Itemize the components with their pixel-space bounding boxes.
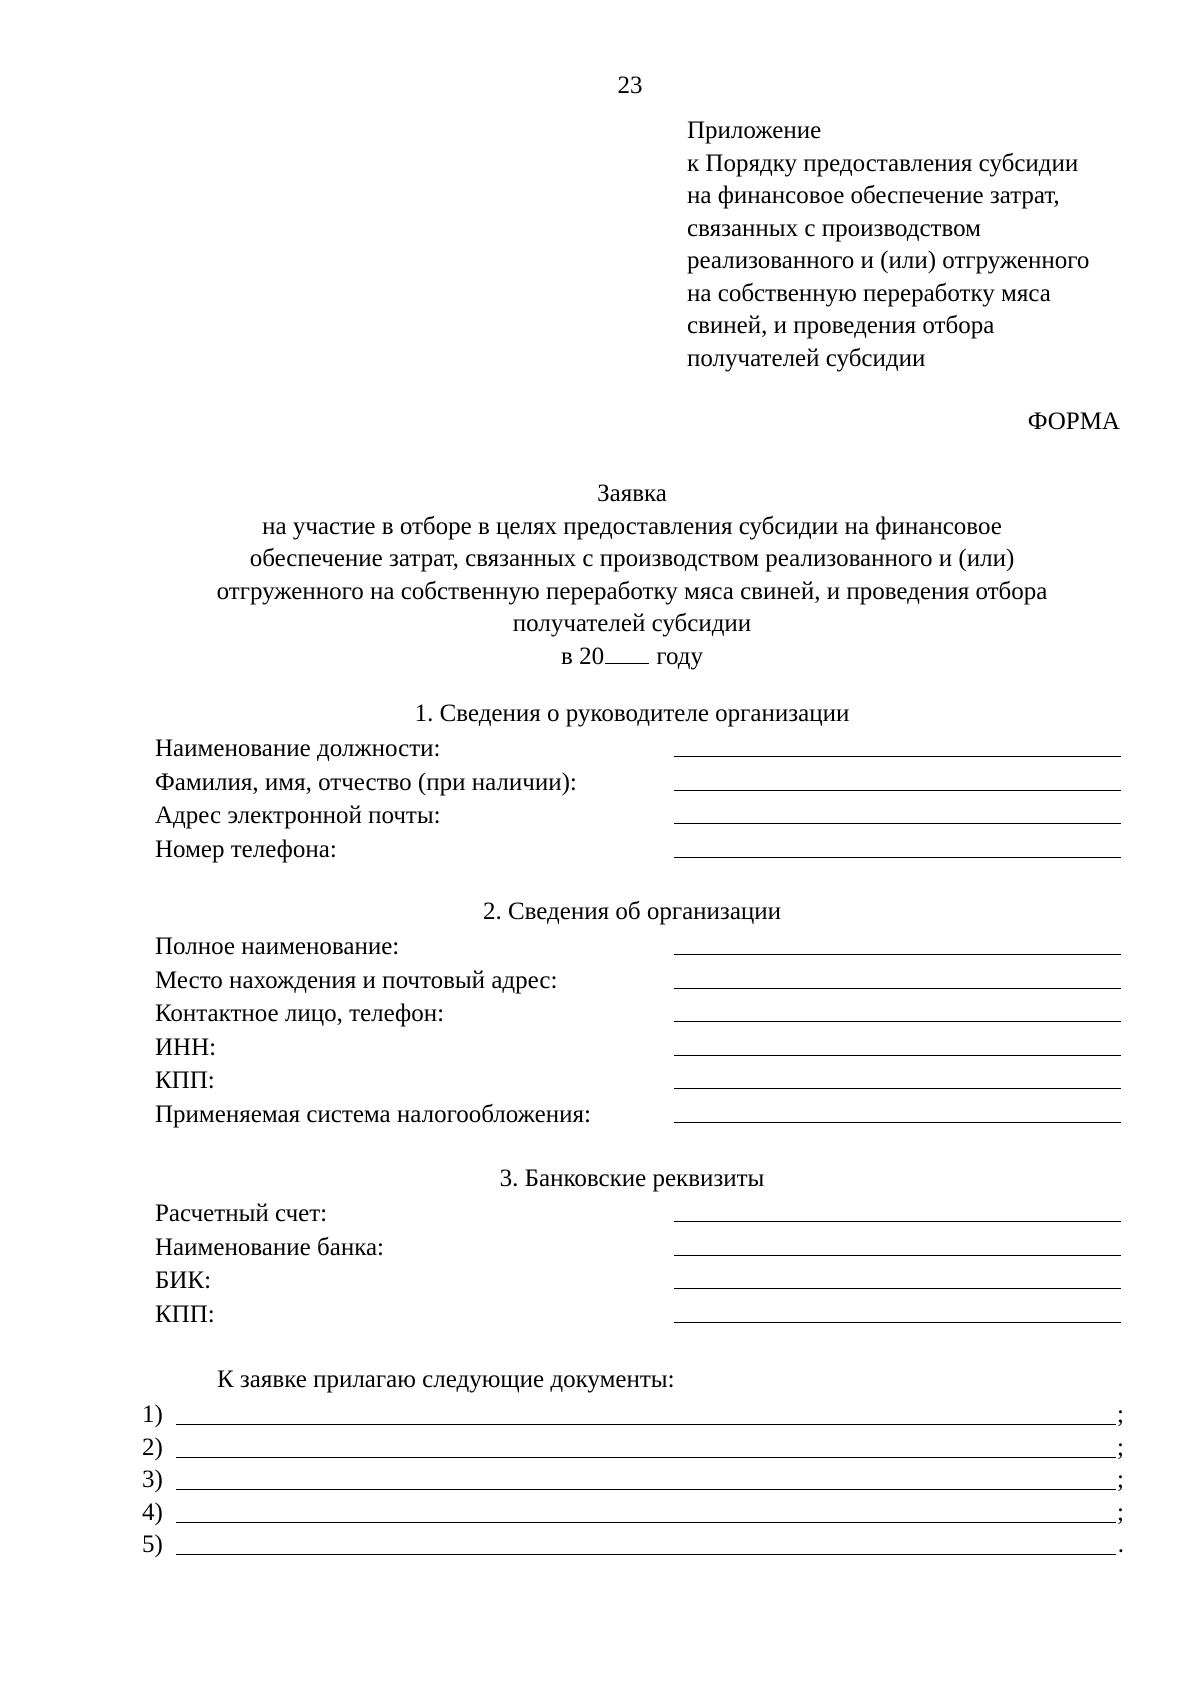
field-row: [155, 733, 1121, 767]
field-blank-line[interactable]: [674, 1055, 1121, 1056]
field-blank-line[interactable]: [674, 1322, 1121, 1323]
attachment-end-mark: .: [1117, 1531, 1124, 1558]
field-label: БИК:: [155, 1267, 212, 1295]
appendix-line: реализованного и (или) отгруженного: [687, 247, 1090, 274]
field-row: [155, 1065, 1121, 1099]
field-label: Наименование банка:: [155, 1233, 385, 1261]
field-label: КПП:: [155, 1300, 215, 1328]
attachment-row: [142, 1399, 1124, 1432]
field-blank-line[interactable]: [674, 1288, 1121, 1289]
attachment-end-mark: ;: [1117, 1401, 1124, 1428]
field-blank-line[interactable]: [674, 823, 1121, 824]
field-row: [155, 1232, 1121, 1266]
year-suffix: году: [656, 642, 703, 670]
field-label: Контактное лицо, телефон:: [155, 1000, 445, 1028]
section-heading-3: 3. Банковские реквизиты: [499, 1165, 765, 1192]
field-blank-line[interactable]: [674, 1255, 1121, 1256]
field-label: КПП:: [155, 1067, 215, 1095]
appendix-line: получателей субсидии: [687, 344, 926, 372]
year-prefix: в 20: [561, 642, 605, 670]
title-line: на участие в отборе в целях предоставления субсидии на финансовое: [262, 512, 1002, 540]
field-label: Применяемая система налогообложения:: [155, 1100, 591, 1128]
title-line: обеспечение затрат, связанных с производством реализованного и (или): [249, 545, 1015, 572]
field-label: ИНН:: [155, 1033, 217, 1061]
attachment-row: [142, 1464, 1124, 1497]
field-row: [155, 1198, 1121, 1232]
attachment-blank-line[interactable]: [176, 1522, 1116, 1523]
section-heading-1: 1. Сведения о руководителе организации: [414, 700, 850, 727]
attachment-number: 4): [142, 1498, 163, 1526]
attachment-row: [142, 1432, 1124, 1465]
appendix-line: свиней, и проведения отбора: [687, 312, 995, 339]
field-label: Полное наименование:: [155, 933, 400, 960]
attachment-number: 5): [142, 1531, 163, 1558]
attachments-list: [142, 1399, 1124, 1562]
field-row: [155, 1032, 1121, 1066]
section-heading-2: 2. Сведения об организации: [482, 898, 782, 925]
appendix-line: Приложение: [687, 117, 822, 144]
appendix-note: [687, 115, 1089, 375]
field-blank-line[interactable]: [674, 857, 1121, 858]
field-row: [155, 931, 1121, 965]
field-row: [155, 965, 1121, 999]
field-row: [155, 834, 1121, 868]
year-line: [0, 641, 1200, 674]
field-row: [155, 767, 1121, 801]
field-row: [155, 800, 1121, 834]
section-2-fields: [155, 931, 1121, 1133]
attachment-blank-line[interactable]: [176, 1457, 1116, 1458]
title-line: Заявка: [597, 480, 667, 507]
appendix-line: к Порядку предоставления субсидии: [687, 149, 1079, 177]
attachment-blank-line[interactable]: [176, 1489, 1116, 1490]
field-label: Фамилия, имя, отчество (при наличии):: [155, 768, 577, 796]
year-blank-field[interactable]: [605, 641, 649, 664]
form-label: ФОРМА: [1027, 408, 1120, 435]
attachment-row: [142, 1529, 1124, 1562]
attachment-end-mark: ;: [1117, 1498, 1124, 1526]
attachment-end-mark: ;: [1117, 1433, 1124, 1461]
field-blank-line[interactable]: [674, 954, 1121, 955]
field-blank-line[interactable]: [674, 1021, 1121, 1022]
attachment-number: 2): [142, 1433, 163, 1461]
field-blank-line[interactable]: [674, 1221, 1121, 1222]
field-blank-line[interactable]: [674, 1088, 1121, 1089]
attachment-blank-line[interactable]: [176, 1424, 1116, 1425]
section-1-fields: [155, 733, 1121, 867]
field-row: [155, 1099, 1121, 1133]
appendix-line: на собственную переработку мяса: [687, 279, 1051, 307]
appendix-line: связанных с производством: [687, 214, 981, 242]
field-label: Место нахождения и почтовый адрес:: [155, 966, 558, 994]
field-blank-line[interactable]: [674, 790, 1121, 791]
title-line: отгруженного на собственную переработку мяса свиней, и проведения отбора: [216, 577, 1048, 605]
attachment-number: 1): [142, 1401, 163, 1428]
section-3-fields: [155, 1198, 1121, 1332]
field-row: [155, 998, 1121, 1032]
field-blank-line[interactable]: [674, 756, 1121, 757]
appendix-line: на финансовое обеспечение затрат,: [687, 182, 1060, 209]
field-blank-line[interactable]: [674, 1122, 1121, 1123]
field-label: Номер телефона:: [155, 835, 337, 863]
attachment-number: 3): [142, 1466, 163, 1493]
application-title: [0, 478, 1200, 673]
title-line: получателей субсидии: [512, 610, 752, 637]
page-number: 23: [617, 72, 643, 99]
attachment-blank-line[interactable]: [176, 1554, 1116, 1555]
field-label: Адрес электронной почты:: [155, 802, 441, 830]
field-blank-line[interactable]: [674, 988, 1121, 989]
field-row: [155, 1299, 1121, 1333]
field-row: [155, 1265, 1121, 1299]
attachment-end-mark: ;: [1117, 1466, 1124, 1493]
attachment-row: [142, 1497, 1124, 1530]
field-label: Расчетный счет:: [155, 1200, 328, 1227]
field-label: Наименование должности:: [155, 735, 441, 762]
attachments-heading: К заявке прилагаю следующие документы:: [217, 1366, 675, 1393]
